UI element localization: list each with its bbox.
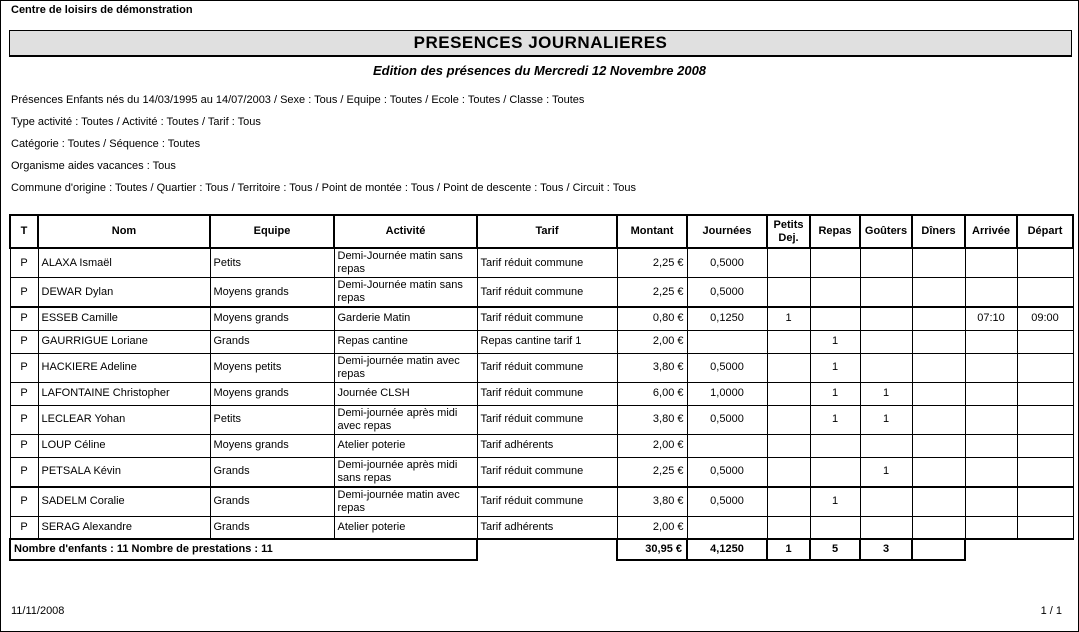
cell-t: P (10, 405, 38, 434)
cell-activite: Demi-Journée matin sans repas (334, 278, 477, 308)
cell-arrivee (965, 434, 1017, 457)
filter-line-organisme: Organisme aides vacances : Tous (11, 160, 176, 172)
cell-journees: 0,1250 (687, 307, 767, 330)
cell-montant: 0,80 € (617, 307, 687, 330)
cell-arrivee: 07:10 (965, 307, 1017, 330)
cell-equipe: Moyens grands (210, 307, 334, 330)
print-date: 11/11/2008 (11, 605, 65, 617)
cell-t: P (10, 307, 38, 330)
table-body (10, 248, 1073, 539)
cell-petits-dej (767, 248, 810, 278)
col-header-nom: Nom (38, 215, 210, 248)
page-number: 1 / 1 (1040, 605, 1062, 617)
cell-montant: 2,25 € (617, 457, 687, 487)
cell-repas (810, 434, 860, 457)
cell-tarif: Tarif réduit commune (477, 248, 617, 278)
cell-petits-dej (767, 487, 810, 517)
cell-gouters (860, 278, 912, 308)
col-header-equipe: Equipe (210, 215, 334, 248)
cell-montant: 3,80 € (617, 405, 687, 434)
cell-tarif: Tarif réduit commune (477, 307, 617, 330)
cell-montant: 3,80 € (617, 353, 687, 382)
cell-gouters (860, 330, 912, 353)
cell-repas (810, 516, 860, 539)
cell-tarif: Tarif adhérents (477, 434, 617, 457)
cell-diners (912, 382, 965, 405)
cell-journees (687, 516, 767, 539)
cell-diners (912, 278, 965, 308)
report-title: PRESENCES JOURNALIERES (413, 33, 668, 52)
cell-repas: 1 (810, 382, 860, 405)
cell-tarif: Tarif réduit commune (477, 457, 617, 487)
org-name: Centre de loisirs de démonstration (11, 4, 193, 16)
col-header-journees: Journées (687, 215, 767, 248)
filter-line-presences: Présences Enfants nés du 14/03/1995 au 14/07/2003 / Sexe : Tous / Equipe : Toutes / Ecole : Toutes / Classe : Toutes (11, 94, 585, 106)
cell-journees: 0,5000 (687, 248, 767, 278)
cell-diners (912, 516, 965, 539)
cell-montant: 2,00 € (617, 434, 687, 457)
table-footer (10, 539, 1073, 560)
report-subtitle: Edition des présences du Mercredi 12 Novembre 2008 (372, 63, 707, 78)
cell-diners (912, 353, 965, 382)
cell-t: P (10, 457, 38, 487)
cell-diners (912, 307, 965, 330)
cell-diners (912, 405, 965, 434)
cell-petits-dej (767, 516, 810, 539)
cell-t: P (10, 353, 38, 382)
cell-arrivee (965, 487, 1017, 517)
total-montant: 30,95 € (617, 539, 687, 560)
total-repas: 5 (810, 539, 860, 560)
col-header-t: T (10, 215, 38, 248)
cell-petits-dej (767, 457, 810, 487)
cell-activite: Demi-journée matin avec repas (334, 487, 477, 517)
cell-arrivee (965, 330, 1017, 353)
table-row (10, 405, 1073, 434)
cell-gouters (860, 487, 912, 517)
cell-repas (810, 278, 860, 308)
filter-line-commune: Commune d'origine : Toutes / Quartier : Tous / Territoire : Tous / Point de montée : Tous / Point de descente : Tous / Circuit : Tous (11, 182, 636, 194)
cell-repas (810, 457, 860, 487)
cell-petits-dej (767, 353, 810, 382)
cell-depart (1017, 248, 1073, 278)
cell-diners (912, 487, 965, 517)
table-row (10, 382, 1073, 405)
cell-equipe: Grands (210, 457, 334, 487)
cell-depart (1017, 516, 1073, 539)
cell-petits-dej (767, 278, 810, 308)
report-title-bar (9, 30, 1072, 57)
cell-diners (912, 330, 965, 353)
cell-gouters (860, 353, 912, 382)
cell-gouters: 1 (860, 457, 912, 487)
total-journees: 4,1250 (687, 539, 767, 560)
cell-equipe: Grands (210, 516, 334, 539)
cell-petits-dej (767, 382, 810, 405)
cell-tarif: Tarif réduit commune (477, 382, 617, 405)
cell-journees: 0,5000 (687, 457, 767, 487)
cell-activite: Journée CLSH (334, 382, 477, 405)
cell-activite: Demi-journée matin avec repas (334, 353, 477, 382)
cell-nom: SERAG Alexandre (38, 516, 210, 539)
cell-journees (687, 330, 767, 353)
cell-depart (1017, 487, 1073, 517)
cell-depart (1017, 353, 1073, 382)
table-row (10, 330, 1073, 353)
cell-activite: Demi-journée après midi sans repas (334, 457, 477, 487)
cell-depart (1017, 330, 1073, 353)
filter-line-categorie: Catégorie : Toutes / Séquence : Toutes (11, 138, 201, 150)
cell-arrivee (965, 278, 1017, 308)
table-row (10, 248, 1073, 278)
col-header-diners: Dîners (912, 215, 965, 248)
cell-t: P (10, 382, 38, 405)
table-row (10, 457, 1073, 487)
table-row (10, 487, 1073, 517)
col-header-gouters: Goûters (860, 215, 912, 248)
cell-activite: Repas cantine (334, 330, 477, 353)
cell-arrivee (965, 248, 1017, 278)
cell-montant: 2,25 € (617, 278, 687, 308)
col-header-repas: Repas (810, 215, 860, 248)
cell-nom: ESSEB Camille (38, 307, 210, 330)
cell-repas: 1 (810, 330, 860, 353)
cell-journees: 0,5000 (687, 353, 767, 382)
cell-diners (912, 457, 965, 487)
cell-nom: ALAXA Ismaël (38, 248, 210, 278)
cell-journees: 0,5000 (687, 405, 767, 434)
cell-tarif: Tarif réduit commune (477, 405, 617, 434)
cell-tarif: Repas cantine tarif 1 (477, 330, 617, 353)
attendance-table (9, 214, 1074, 561)
cell-repas: 1 (810, 487, 860, 517)
cell-activite: Garderie Matin (334, 307, 477, 330)
cell-equipe: Petits (210, 248, 334, 278)
cell-nom: HACKIERE Adeline (38, 353, 210, 382)
cell-depart (1017, 382, 1073, 405)
col-header-petits-dej: Petits Dej. (767, 215, 810, 248)
cell-montant: 3,80 € (617, 487, 687, 517)
cell-gouters (860, 516, 912, 539)
col-header-arrivee: Arrivée (965, 215, 1017, 248)
cell-journees (687, 434, 767, 457)
cell-t: P (10, 434, 38, 457)
cell-tarif: Tarif réduit commune (477, 278, 617, 308)
cell-gouters (860, 434, 912, 457)
cell-nom: SADELM Coralie (38, 487, 210, 517)
cell-arrivee (965, 405, 1017, 434)
cell-t: P (10, 516, 38, 539)
cell-repas: 1 (810, 405, 860, 434)
cell-petits-dej (767, 330, 810, 353)
col-header-activite: Activité (334, 215, 477, 248)
cell-equipe: Moyens petits (210, 353, 334, 382)
table-header (10, 215, 1073, 248)
cell-diners (912, 248, 965, 278)
cell-arrivee (965, 353, 1017, 382)
cell-petits-dej: 1 (767, 307, 810, 330)
filter-line-activite: Type activité : Toutes / Activité : Toutes / Tarif : Tous (11, 116, 261, 128)
total-petits-dej: 1 (767, 539, 810, 560)
cell-depart (1017, 278, 1073, 308)
cell-activite: Demi-Journée matin sans repas (334, 248, 477, 278)
cell-t: P (10, 278, 38, 308)
cell-t: P (10, 487, 38, 517)
table-row (10, 516, 1073, 539)
cell-arrivee (965, 516, 1017, 539)
cell-gouters (860, 307, 912, 330)
cell-tarif: Tarif réduit commune (477, 487, 617, 517)
cell-repas: 1 (810, 353, 860, 382)
cell-montant: 2,00 € (617, 330, 687, 353)
cell-equipe: Petits (210, 405, 334, 434)
cell-nom: LAFONTAINE Christopher (38, 382, 210, 405)
cell-equipe: Moyens grands (210, 278, 334, 308)
cell-equipe: Grands (210, 487, 334, 517)
cell-gouters: 1 (860, 405, 912, 434)
col-header-depart: Départ (1017, 215, 1073, 248)
cell-montant: 6,00 € (617, 382, 687, 405)
totals-row (10, 539, 1073, 560)
cell-depart: 09:00 (1017, 307, 1073, 330)
cell-petits-dej (767, 405, 810, 434)
cell-equipe: Moyens grands (210, 434, 334, 457)
cell-journees: 0,5000 (687, 278, 767, 308)
table-row (10, 307, 1073, 330)
cell-activite: Atelier poterie (334, 434, 477, 457)
cell-depart (1017, 457, 1073, 487)
totals-spacer-tarif (477, 539, 617, 560)
table-row (10, 278, 1073, 308)
cell-equipe: Grands (210, 330, 334, 353)
table-row (10, 353, 1073, 382)
cell-montant: 2,00 € (617, 516, 687, 539)
cell-arrivee (965, 382, 1017, 405)
table-header-row (10, 215, 1073, 248)
cell-repas (810, 248, 860, 278)
col-header-montant: Montant (617, 215, 687, 248)
cell-equipe: Moyens grands (210, 382, 334, 405)
cell-nom: PETSALA Kévin (38, 457, 210, 487)
cell-depart (1017, 405, 1073, 434)
cell-tarif: Tarif adhérents (477, 516, 617, 539)
cell-activite: Atelier poterie (334, 516, 477, 539)
totals-spacer-depart (1017, 539, 1073, 560)
table-row (10, 434, 1073, 457)
cell-repas (810, 307, 860, 330)
cell-journees: 1,0000 (687, 382, 767, 405)
summary-count: Nombre d'enfants : 11 Nombre de prestations : 11 (10, 539, 477, 560)
total-diners (912, 539, 965, 560)
cell-petits-dej (767, 434, 810, 457)
cell-activite: Demi-journée après midi avec repas (334, 405, 477, 434)
totals-spacer-arrivee (965, 539, 1017, 560)
cell-nom: LECLEAR Yohan (38, 405, 210, 434)
cell-gouters (860, 248, 912, 278)
cell-nom: GAURRIGUE Loriane (38, 330, 210, 353)
cell-arrivee (965, 457, 1017, 487)
col-header-tarif: Tarif (477, 215, 617, 248)
cell-nom: DEWAR Dylan (38, 278, 210, 308)
cell-t: P (10, 330, 38, 353)
cell-journees: 0,5000 (687, 487, 767, 517)
cell-t: P (10, 248, 38, 278)
cell-tarif: Tarif réduit commune (477, 353, 617, 382)
filter-criteria (11, 89, 636, 199)
cell-depart (1017, 434, 1073, 457)
total-gouters: 3 (860, 539, 912, 560)
cell-montant: 2,25 € (617, 248, 687, 278)
cell-gouters: 1 (860, 382, 912, 405)
cell-diners (912, 434, 965, 457)
cell-nom: LOUP Céline (38, 434, 210, 457)
